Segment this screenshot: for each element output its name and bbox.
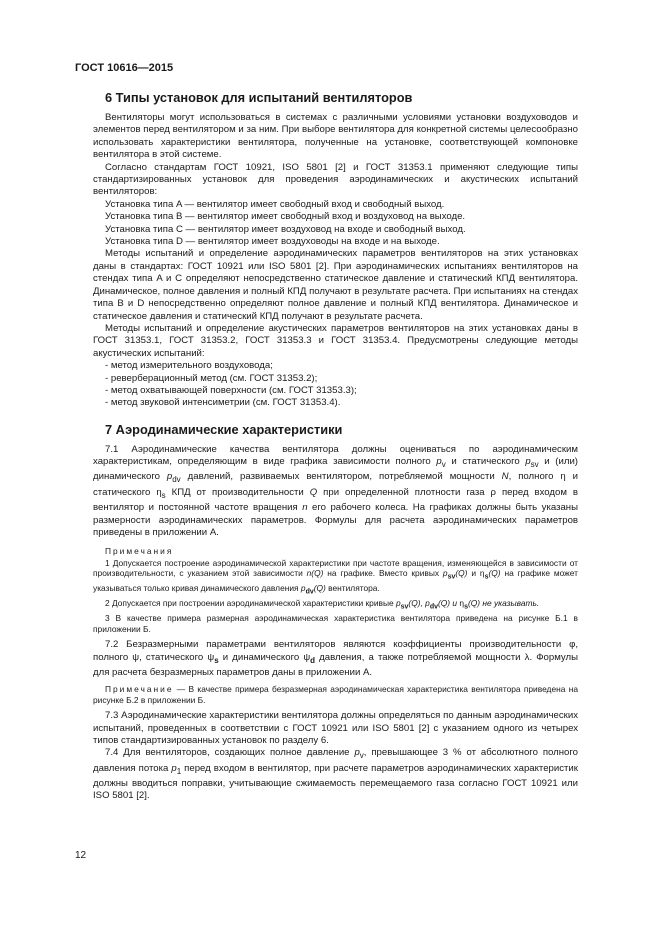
notes-heading: Примечания bbox=[105, 546, 174, 557]
acoustic-method-1: - метод измерительного воздуховода; bbox=[105, 360, 273, 372]
acoustic-method-4: - метод звуковой интенсиметрии (см. ГОСТ 31353.4). bbox=[105, 397, 341, 409]
section-6-paragraph-4: Методы испытаний и определение акустических параметров вентиляторов на этих установках даны в ГОСТ 31353.1, ГОСТ 31353.2, ГОСТ 31353.3 и ГОСТ 31353.4. Предусмотрены следующие методы акустических испытаний: bbox=[93, 322, 578, 359]
section-6-title: 6 Типы установок для испытаний вентиляторов bbox=[105, 90, 413, 105]
installation-type-c: Установка типа C — вентилятор имеет воздуховод на входе и свободный выход. bbox=[105, 223, 466, 235]
clause-7-4: 7.4 Для вентиляторов, создающих полное давление $p_v$, превышающее 3 % от абсолютного полного давления потока $p_1$ перед входом в вентилятор, при расчете параметров аэродинамических характеристик должны вводиться поправки, учитывающие сжимаемость перемещаемого газа согласно ГОСТ 10921 или ISO 5801 [2]. bbox=[93, 747, 578, 802]
page-number: 12 bbox=[75, 850, 87, 861]
installation-type-a: Установка типа A — вентилятор имеет свободный вход и свободный выход. bbox=[105, 198, 445, 210]
section-6-paragraph-2: Согласно стандартам ГОСТ 10921, ISO 5801 [2] и ГОСТ 31353.1 применяют следующие типы стандартизированных установок для проведения аэродинамических и акустических испытаний вентиляторов: bbox=[93, 161, 578, 198]
note-7-2: Примечание — В качестве примера безразмерная аэродинамическая характеристика вентилятора приведена на рисунке Б.2 в приложении Б. bbox=[93, 684, 578, 705]
document-header: ГОСТ 10616—2015 bbox=[75, 62, 174, 74]
note-3: 3 В качестве примера размерная аэродинамическая характеристика вентилятора приведена на рисунке Б.1 в приложении Б. bbox=[93, 613, 578, 634]
installation-type-b: Установка типа B — вентилятор имеет свободный вход и воздуховод на выходе. bbox=[105, 211, 466, 223]
acoustic-method-3: - метод охватывающей поверхности (см. ГОСТ 31353.3); bbox=[105, 384, 357, 396]
section-6-paragraph-3: Методы испытаний и определение аэродинамических параметров вентиляторов на этих установках даны в стандартах: ГОСТ 10921 или ISO 5801 [2]. При аэродинамических испытаниях вентиляторов на стендах типа A и C определяют непосредственно статическое давление и статический КПД вентилятора. Динамическое, полное давления и полный КПД получают в результате расчета. При испытаниях на стендах типа B и D непосредственно определяют полное давление и полный КПД вентилятора. Динамическое и статическое давления и статический КПД получают в результате расчета. bbox=[93, 248, 578, 322]
note-1: 1 Допускается построение аэродинамической характеристики при частоте вращения, изменяющейся в зависимости от производительности, с указанием этой зависимости n(Q) на графике. Вместо кривых $p_{sv}(Q)$ и $\eta_s(Q)$ на графике может указываться только кривая динамического давления $p_{dv}(Q)$ вентилятора. bbox=[93, 557, 579, 596]
page-content bbox=[93, 90, 578, 803]
section-6-paragraph-1: Вентиляторы могут использоваться в системах с различными условиями установки воздуховодов и элементов перед вентилятором и за ним. При выборе вентилятора для конкретной системы целесообразно использовать характеристики вентилятора, полученные на установке, соответствующей компоновке вентилятора в этой системе. bbox=[93, 112, 578, 161]
clause-7-3: 7.3 Аэродинамические характеристики вентилятора должны определяться по данным аэродинамических испытаний, проведенных в соответствии с ГОСТ 10921 или ISO 5801 [2] с указанием одного из четырех типов стандартизированных установок по разделу 6. bbox=[93, 710, 578, 746]
acoustic-method-2: - реверберационный метод (см. ГОСТ 31353.2); bbox=[105, 372, 318, 384]
note-2: 2 Допускается при построении аэродинамической характеристики кривые $p_{sv}(Q)$, $p_{dv}(Q)$ и $\eta_s(Q)$ не указывать. bbox=[105, 598, 540, 611]
installation-type-d: Установка типа D — вентилятор имеет воздуховоды на входе и на выходе. bbox=[105, 236, 440, 248]
clause-7-1: 7.1 Аэродинамические качества вентилятора должны оцениваться по аэродинамическим характеристикам, определяющим в виде графика зависимости полного $p_v$ и статического $p_{sv}$ и (или) динамического $p_{dv}$ давлений, развиваемых вентилятором, потребляемой мощности N, полного η и статического $\eta_s$ КПД от производительности Q при определенной плотности газа ρ перед входом в вентилятор и постоянной частоте вращения n его рабочего колеса. На графиках должны быть указаны размерности аэродинамических параметров. Формулы для расчета аэродинамических параметров приведены в приложении А. bbox=[93, 443, 579, 538]
section-7-title: 7 Аэродинамические характеристики bbox=[105, 421, 343, 437]
clause-7-2: 7.2 Безразмерными параметрами вентиляторов являются коэффициенты производительности φ, полного ψ, статического $\psi_s$ и динамического $\psi_d$ давления, а также потребляемой мощности λ. Формулы для расчета безразмерных параметров даны в приложении А. bbox=[93, 639, 578, 678]
